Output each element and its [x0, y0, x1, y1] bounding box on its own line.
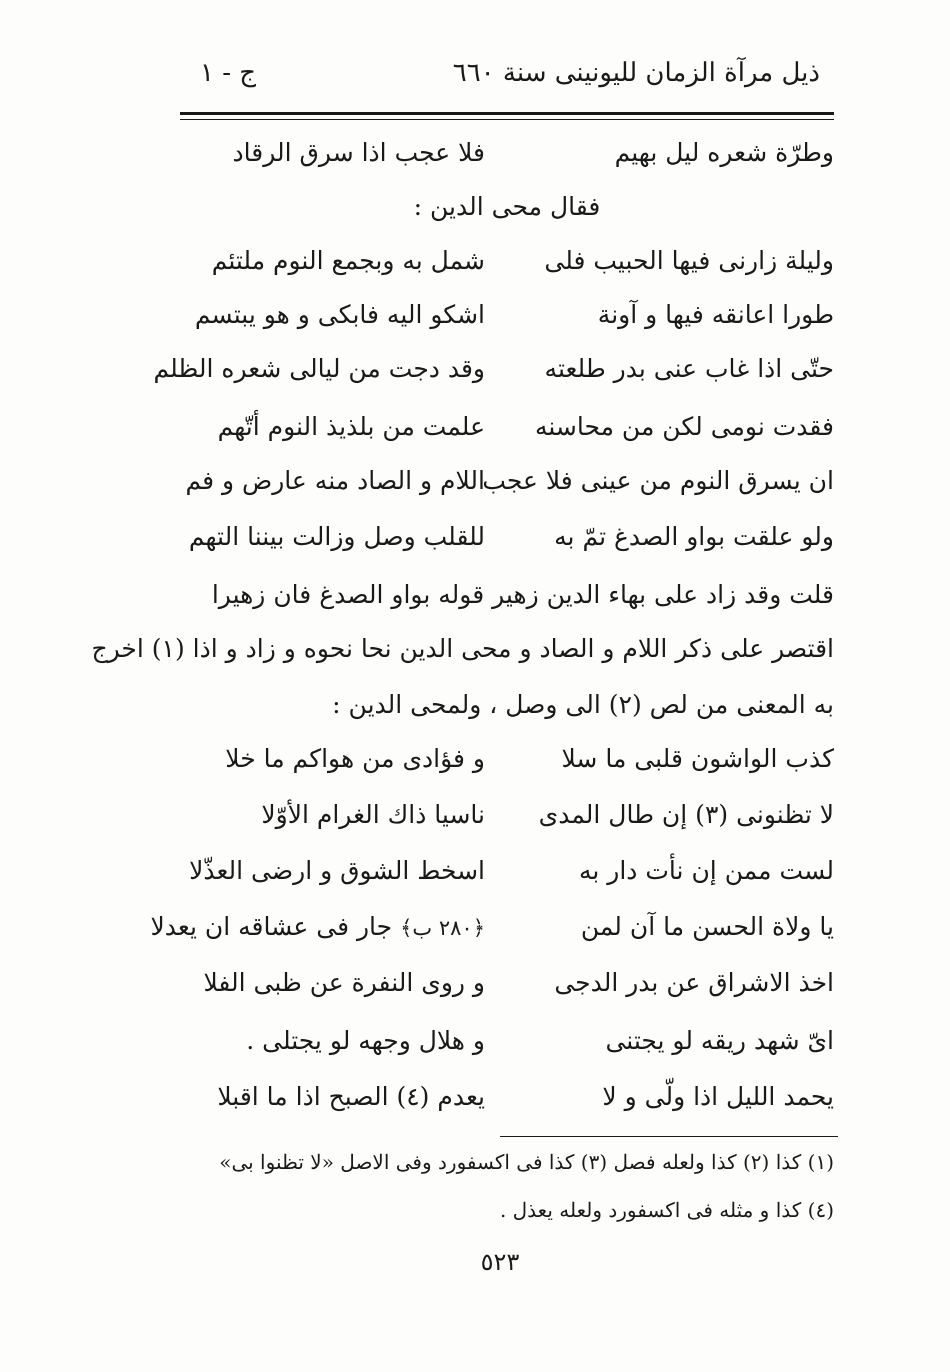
verse-second-hemistich: وقد دجت من ليالى شعره الظلم [153, 354, 485, 383]
section-heading-line [180, 192, 834, 236]
verse-first-hemistich: ولو علقت بواو الصدغ تمّ به [554, 522, 834, 551]
verse-first-hemistich: اىّ شهد ريقه لو يجتنى [605, 1026, 834, 1055]
verse-second-hemistich: اسخط الشوق و ارضى العذّلا [189, 856, 485, 885]
prose-text: قلت وقد زاد على بهاء الدين زهير قوله بواو الصدغ فان زهيرا [211, 580, 834, 609]
verse-line [180, 522, 834, 566]
verse-second-hemistich: و فؤادى من هواكم ما خلا [225, 744, 485, 773]
verse-second-hemistich: و روى النفرة عن ظبى الفلا [203, 968, 485, 997]
verse-second-hemistich: و هلال وجهه لو يجتلى . [246, 1026, 485, 1055]
verse-line [180, 300, 834, 344]
verse-line [180, 246, 834, 290]
verse-line [180, 744, 834, 788]
verse-line [180, 1082, 834, 1126]
header-title: ذيل مرآة الزمان لليونينى سنة ٦٦٠ [452, 58, 820, 88]
verse-first-hemistich [529, 912, 834, 941]
running-header [180, 58, 820, 102]
header-rule-thick [180, 112, 834, 115]
verse-first-hemistich: اخذ الاشراق عن بدر الدجى [554, 968, 834, 997]
verse-line [180, 1026, 834, 1070]
prose-text: به المعنى من لص (٢) الى وصل ، ولمحى الدين : [332, 690, 834, 719]
verse-first-hemistich: كذب الواشون قلبى ما سلا [561, 744, 834, 773]
verse-first-hemistich: فقدت نومى لكن من محاسنه [534, 412, 834, 441]
verse-second-hemistich: شمل به وبجمع النوم ملتئم [211, 246, 485, 275]
verse-second-hemistich: اللام و الصاد منه عارض و فم [185, 466, 485, 495]
verse-second-hemistich: للقلب وصل وزالت بيننا التهم [188, 522, 485, 551]
verse-first-hemistich: يحمد الليل اذا ولّى و لا [602, 1082, 834, 1111]
verse-line [180, 412, 834, 456]
folio-mark: ﴿٢٨٠ ب﴾ [400, 916, 485, 940]
section-heading: فقال محى الدين : [413, 192, 601, 221]
verse-line [180, 968, 834, 1012]
verse-first-hemistich: لا تظنونى (٣) إن طال المدى [538, 800, 834, 829]
verse-second-hemistich: يعدم (٤) الصبح اذا ما اقبلا [217, 1082, 485, 1111]
verse-first-hemistich: طورا اعانقه فيها و آونة [597, 300, 834, 329]
verse-second-hemistich [150, 912, 485, 941]
page-number: ٥٢٣ [480, 1248, 520, 1276]
verse-first-hemistich: وليلة زارنى فيها الحبيب فلى [544, 246, 834, 275]
verse-text: جار فى عشاقه ان يعدلا [150, 912, 393, 941]
prose-line [91, 634, 834, 678]
verse-first-hemistich: حتّى اذا غاب عنى بدر طلعته [544, 354, 834, 383]
verse-second-hemistich: ناسيا ذاك الغرام الأوّلا [261, 800, 485, 829]
header-rule-thin [180, 119, 834, 120]
verse-line [150, 912, 834, 956]
footnote-line: (٤) كذا و مثله فى اكسفورد ولعله يعذل . [499, 1198, 834, 1222]
prose-line [180, 580, 834, 624]
verse-first-hemistich: وطرّة شعره ليل بهيم [614, 138, 834, 167]
verse-first-hemistich: لست ممن إن نأت دار به [578, 856, 834, 885]
footnote-line: (١) كذا (٢) كذا ولعله فصل (٣) كذا فى اكسفورد وفى الاصل «لا تظنوا بى» [219, 1150, 834, 1174]
verse-line [180, 856, 834, 900]
prose-text: اقتصر على ذكر اللام و الصاد و محى الدين نحا نحوه و زاد و اذا (١) اخرج [91, 634, 834, 663]
verse-first-hemistich: ان يسرق النوم من عينى فلا عجب [482, 466, 834, 495]
footnote-separator [500, 1136, 838, 1137]
verse-line [180, 466, 834, 510]
verse-text: يا ولاة الحسن ما آن لمن [580, 912, 834, 941]
header-volume: ج - ١ [200, 58, 257, 88]
prose-line [180, 690, 834, 734]
verse-line [180, 800, 834, 844]
verse-second-hemistich: فلا عجب اذا سرق الرقاد [232, 138, 485, 167]
verse-line [180, 138, 834, 182]
verse-line [153, 354, 834, 398]
verse-second-hemistich: اشكو اليه فابكى و هو يبتسم [194, 300, 485, 329]
verse-second-hemistich: علمت من بلذيذ النوم أتّهم [217, 412, 485, 441]
